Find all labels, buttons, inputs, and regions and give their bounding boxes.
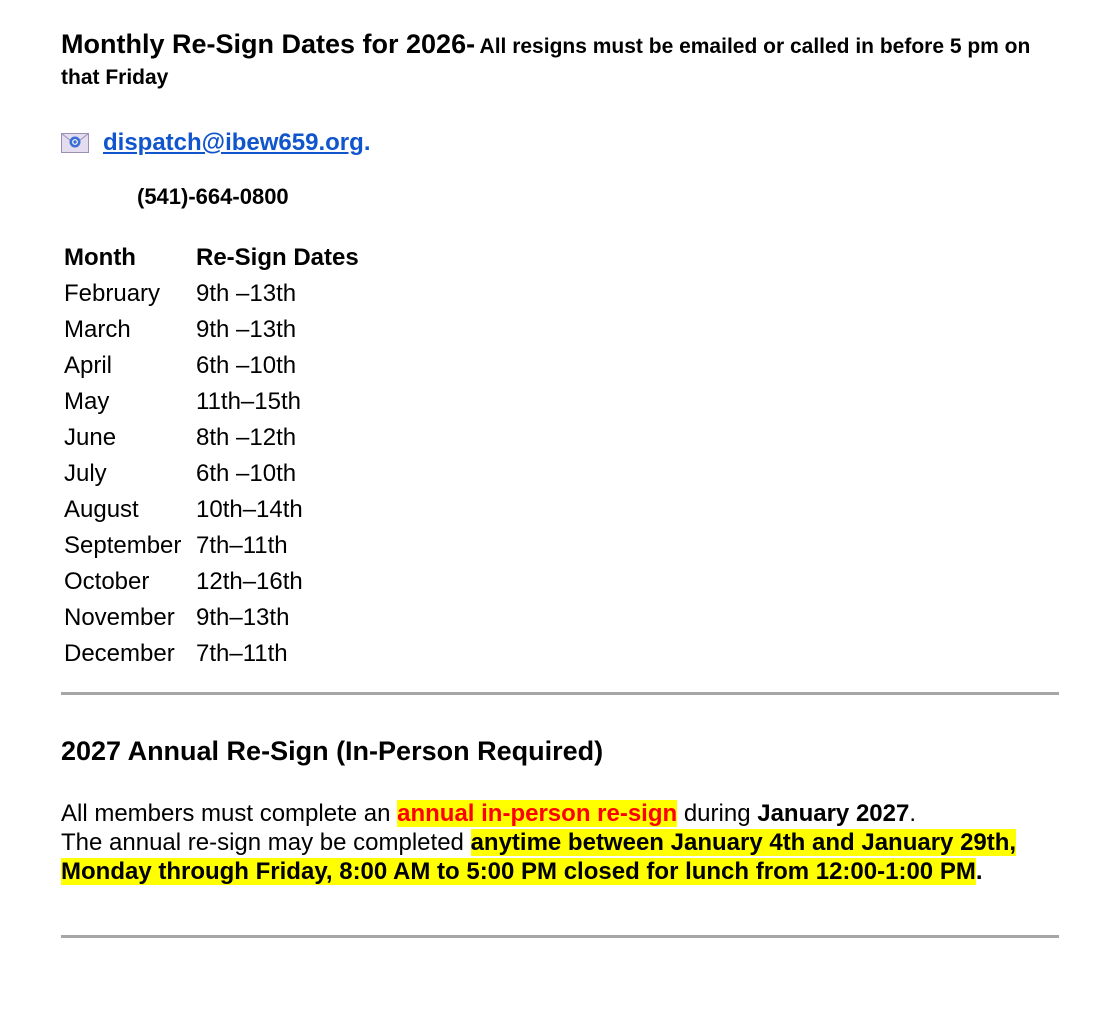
table-row [64, 600, 359, 636]
dates-cell: 9th –13th [196, 280, 297, 307]
table-row [64, 384, 359, 420]
resign-deadline-note: All resigns must be emailed or called in before 5 pm on that Friday [61, 35, 1031, 89]
dates-cell: 7th–11th [196, 532, 288, 559]
dates-cell: 7th–11th [196, 640, 288, 667]
table-row [64, 528, 359, 564]
email-row [61, 126, 1059, 160]
month-cell: November [64, 604, 175, 631]
annual-line1-mid: during [677, 800, 758, 827]
page-title: Monthly Re-Sign Dates for 2026- [61, 29, 476, 59]
section-divider [61, 692, 1059, 695]
email-period: . [363, 129, 371, 156]
annual-line1-prefix: All members must complete an [61, 800, 398, 827]
table-row [64, 276, 359, 312]
month-column-header: Month [64, 244, 136, 271]
dates-cell: 6th –10th [196, 352, 297, 379]
dates-cell: 10th–14th [196, 496, 303, 523]
month-cell: April [64, 352, 113, 379]
month-cell: December [64, 640, 175, 667]
document-page [61, 30, 1059, 938]
phone-number: (541)-664-0800 [137, 184, 289, 209]
email-link[interactable]: dispatch@ibew659.org [103, 129, 364, 156]
dates-cell: 12th–16th [196, 568, 303, 595]
month-cell: September [64, 532, 182, 559]
month-cell: August [64, 496, 139, 523]
annual-schedule-highlight: anytime between January 4th and January 29th, Monday through Friday, 8:00 AM to 5:00 PM closed for lunch from 12:00-1:00 PM [61, 829, 1017, 885]
month-cell: June [64, 424, 117, 451]
annual-line2-prefix: The annual re-sign may be completed [61, 829, 471, 856]
dates-cell: 6th –10th [196, 460, 297, 487]
annual-month: January 2027 [757, 800, 910, 827]
annual-line2-end: . [975, 858, 983, 885]
table-header-row [64, 240, 359, 276]
dates-cell: 9th –13th [196, 316, 297, 343]
month-cell: July [64, 460, 107, 487]
month-cell: February [64, 280, 161, 307]
annual-in-person-highlight: annual in-person re-sign [397, 800, 678, 827]
section-divider [61, 935, 1059, 938]
table-row [64, 420, 359, 456]
dates-cell: 8th –12th [196, 424, 297, 451]
resign-dates-table [64, 240, 359, 672]
annual-line1-end: . [909, 800, 916, 827]
table-row [64, 492, 359, 528]
dates-column-header: Re-Sign Dates [196, 244, 359, 271]
dates-cell: 9th–13th [196, 604, 290, 631]
table-row [64, 456, 359, 492]
table-row [64, 564, 359, 600]
annual-resign-heading: 2027 Annual Re-Sign (In-Person Required) [61, 736, 604, 766]
month-cell: March [64, 316, 131, 343]
table-row [64, 348, 359, 384]
envelope-icon [61, 133, 89, 153]
table-row [64, 312, 359, 348]
page-heading [61, 30, 1059, 94]
month-cell: October [64, 568, 150, 595]
dates-cell: 11th–15th [196, 388, 301, 415]
table-row [64, 636, 359, 672]
month-cell: May [64, 388, 110, 415]
annual-resign-description [61, 799, 1036, 886]
